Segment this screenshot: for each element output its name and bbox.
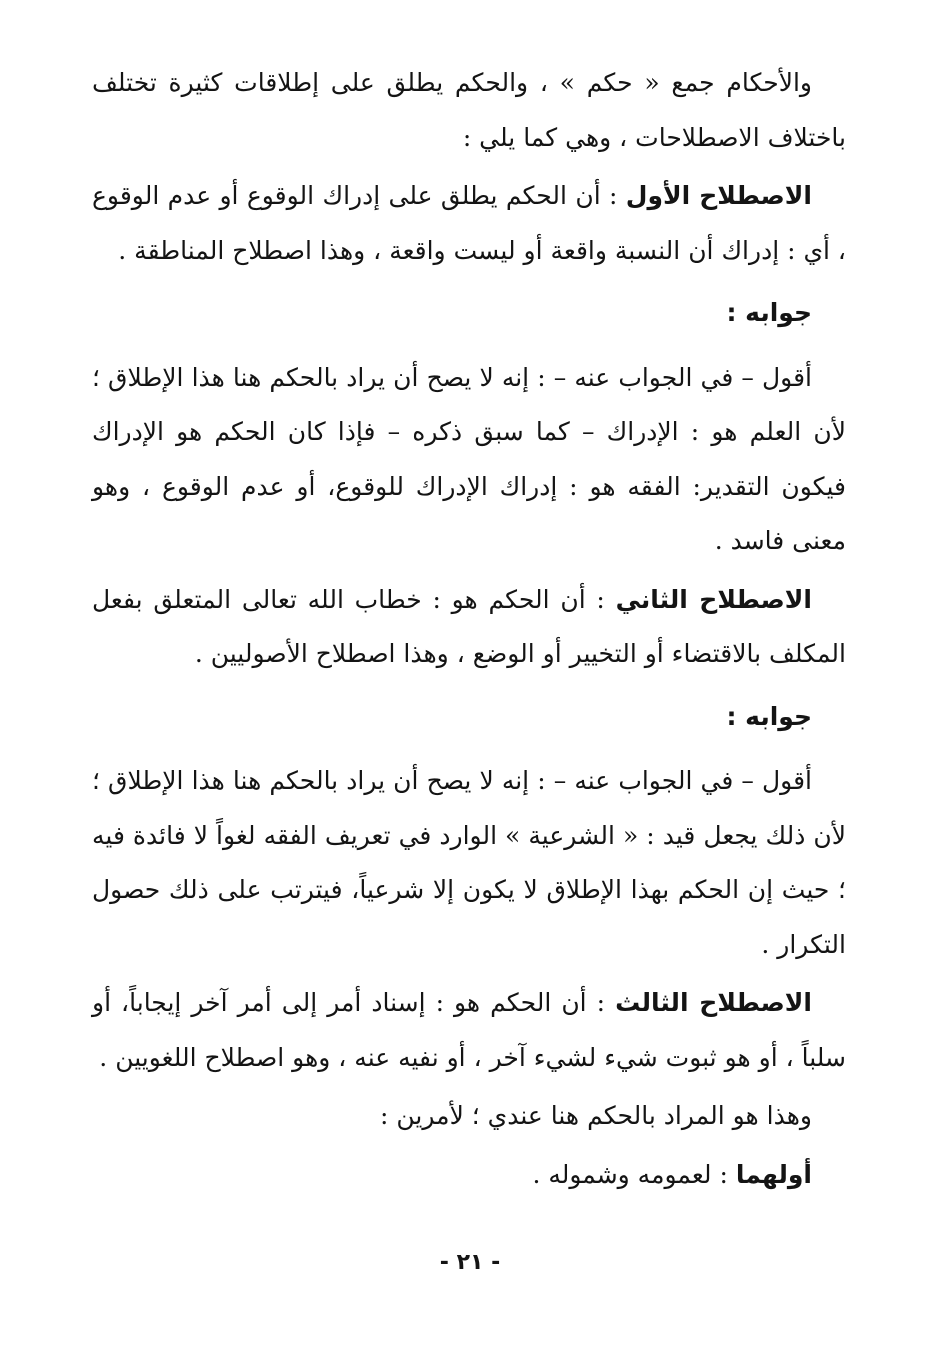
heading-answer-2: جوابه :	[726, 701, 812, 731]
paragraph-second-term: الاصطلاح الثاني : أن الحكم هو : خطاب الله تعالى المتعلق بفعل المكلف بالاقتضاء أو التخيير أو الوضع ، وهذا اصطلاح الأصوليين .	[92, 584, 846, 668]
term-first: الاصطلاح الأول	[625, 181, 812, 210]
paragraph-intro: والأحكام جمع « حكم » ، والحكم يطلق على إطلاقات كثيرة تختلف باختلاف الاصطلاحات ، وهي كما يلي :	[92, 68, 846, 152]
paragraph-preferred: وهذا هو المراد بالحكم هنا عندي ؛ لأمرين :	[380, 1101, 812, 1130]
paragraph-first-reason: أولهما : لعمومه وشموله .	[532, 1159, 812, 1189]
paragraph-first-term: الاصطلاح الأول : أن الحكم يطلق على إدراك الوقوع أو عدم الوقوع ، أي : إدراك أن النسبة واقعة أو ليست واقعة ، وهذا اصطلاح المناطقة .	[92, 181, 846, 265]
term-first-reason: أولهما	[735, 1159, 812, 1189]
heading-answer-1: جوابه :	[726, 298, 812, 327]
paragraph-answer-2: أقول – في الجواب عنه – : إنه لا يصح أن يراد بالحكم هنا هذا الإطلاق ؛ لأن ذلك يجعل قيد : « الشرعية » الوارد في تعريف الفقه لغواً لا فائدة فيه ؛ حيث إن الحكم بهذا الإطلاق لا يكون إلا شرعياً، فيترتب على ذلك حصول التكرار .	[92, 766, 846, 959]
paragraph-answer-1: أقول – في الجواب عنه – : إنه لا يصح أن يراد بالحكم هنا هذا الإطلاق ؛ لأن العلم هو : الإدراك – كما سبق ذكره – فإذا كان الحكم هو الإدراك فيكون التقدير: الفقه هو : إدراك الإدراك للوقوع، أو عدم الوقوع ، وهو معنى فاسد .	[92, 362, 846, 555]
paragraph-third-term: الاصطلاح الثالث : أن الحكم هو : إسناد أمر إلى أمر آخر إيجاباً، أو سلباً ، أو هو ثبوت شيء لشيء آخر ، أو نفيه عنه ، وهو اصطلاح اللغويين .	[92, 988, 846, 1072]
page-number: - ٢١ -	[439, 1250, 501, 1275]
term-second: الاصطلاح الثاني	[615, 584, 812, 614]
term-third: الاصطلاح الثالث	[615, 988, 812, 1017]
